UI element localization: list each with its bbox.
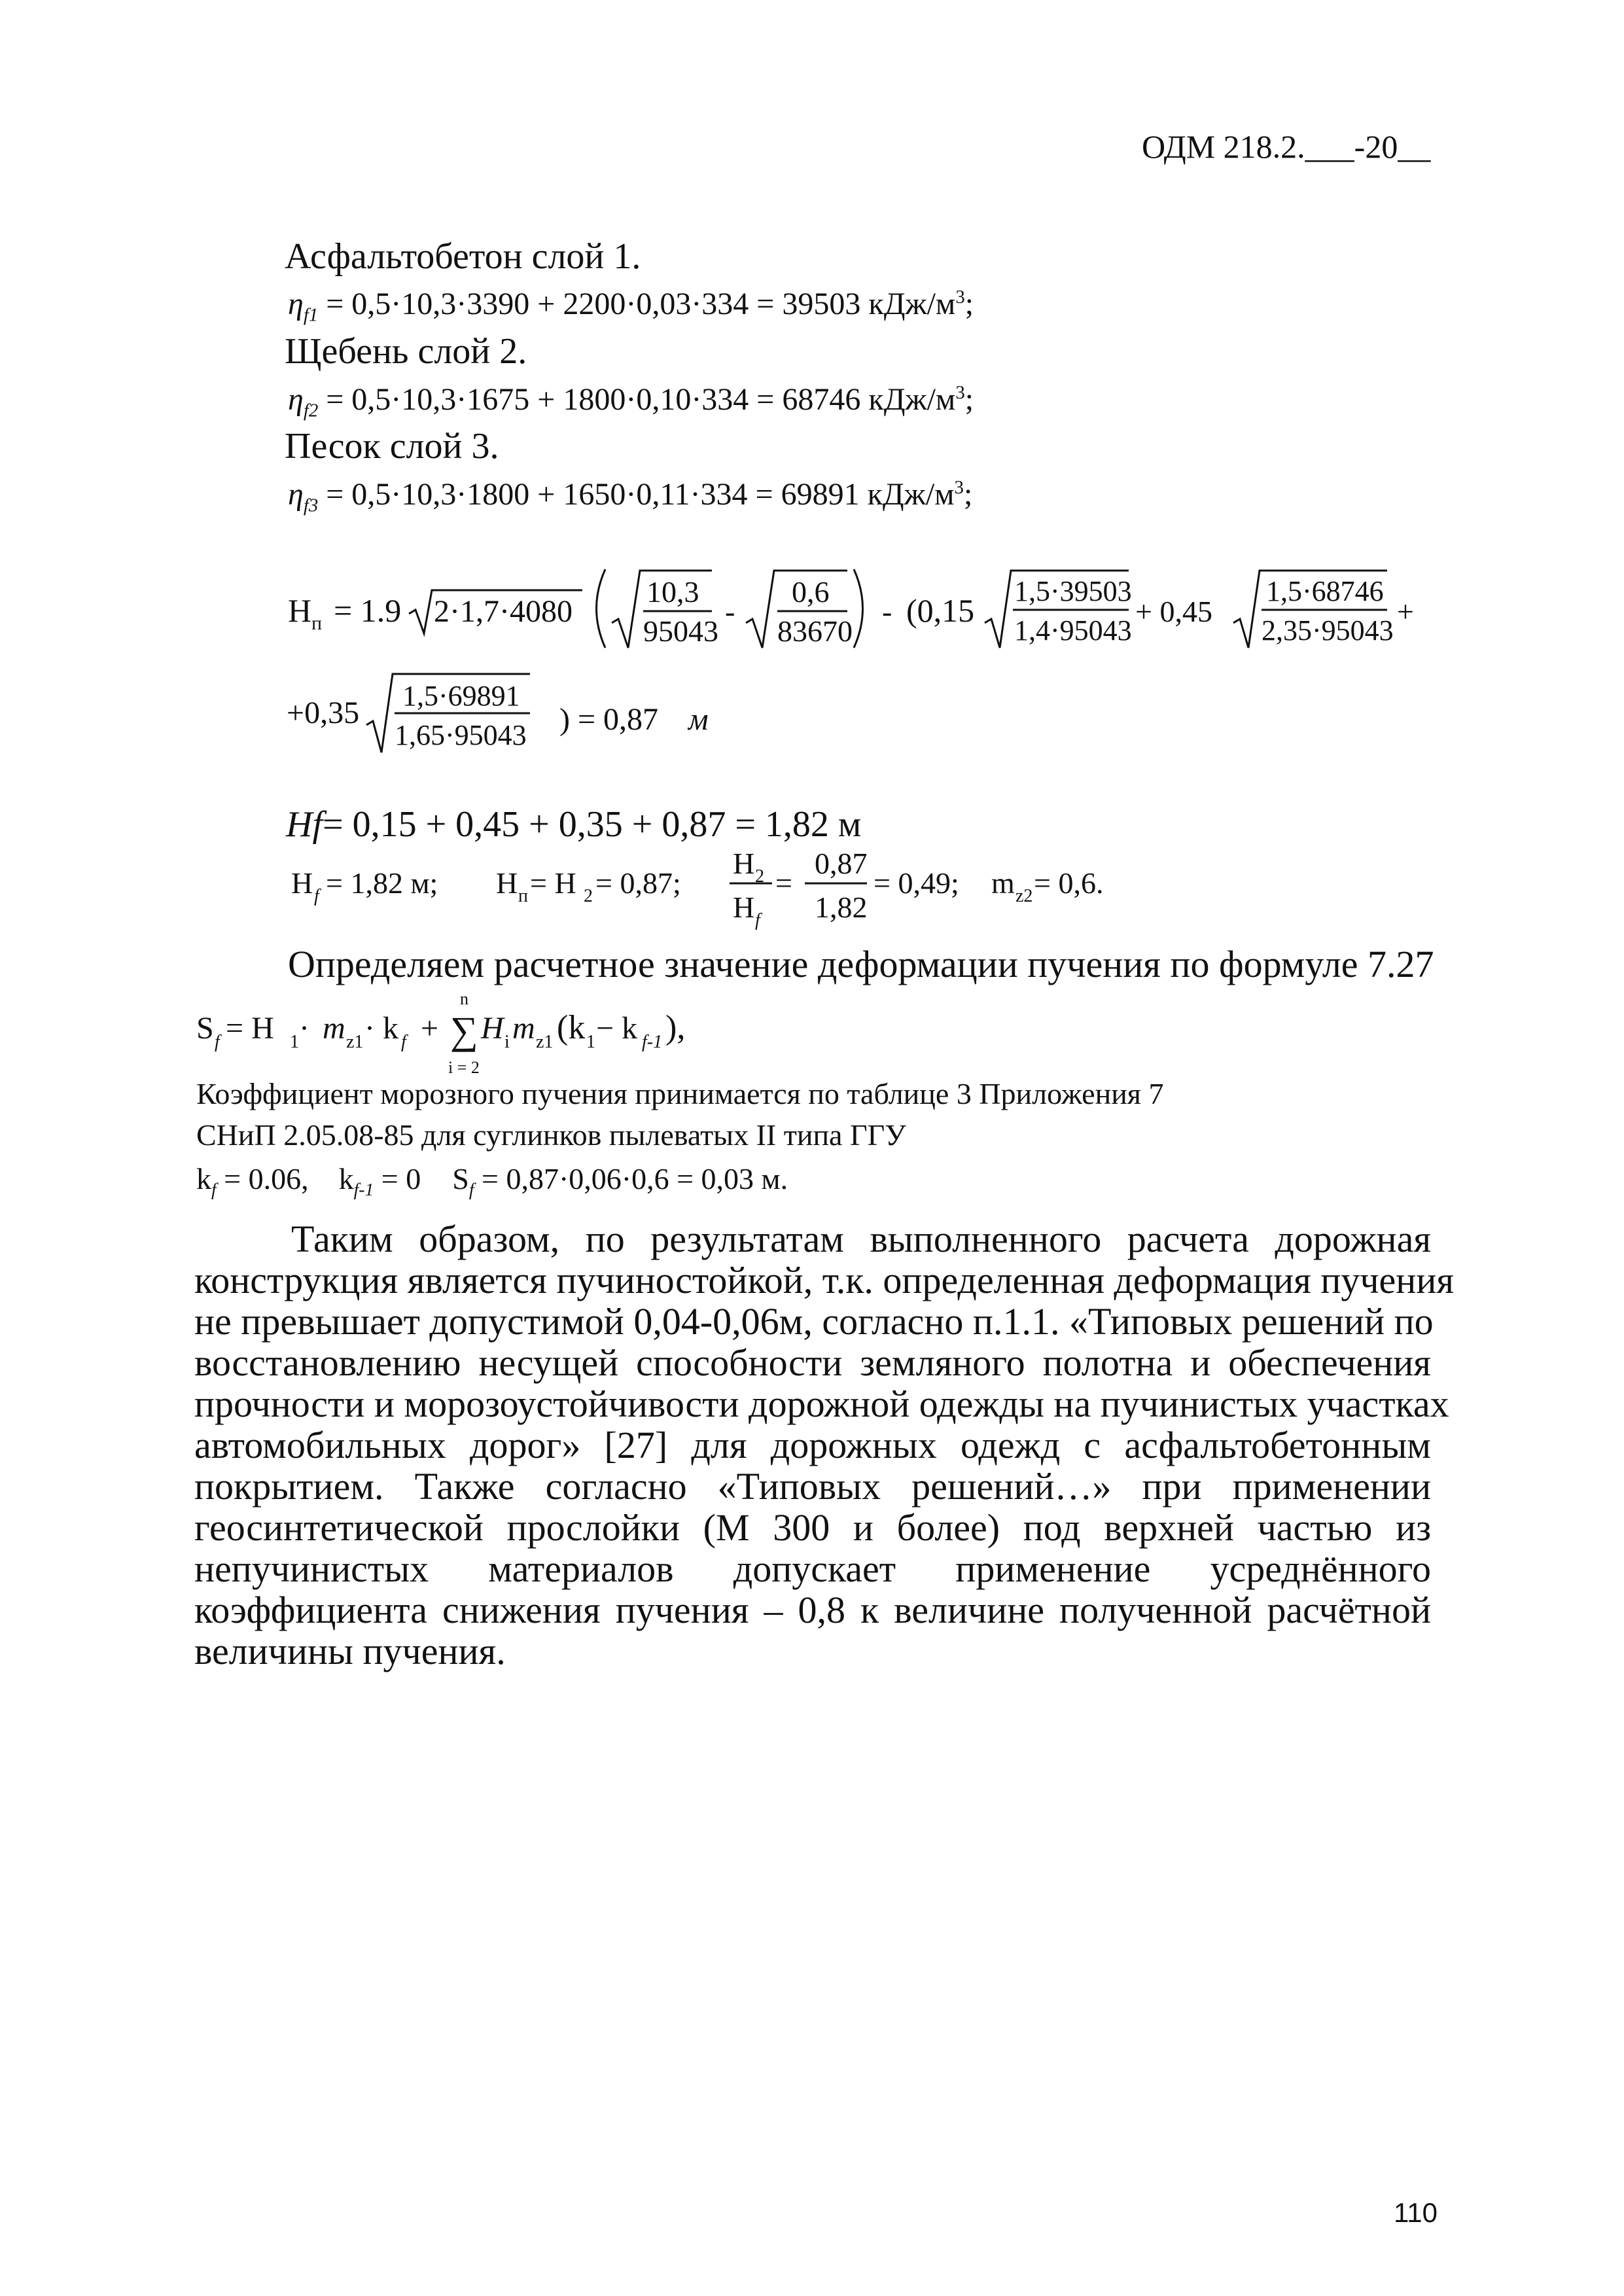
frac5-denominator: 1,65·95043 xyxy=(395,719,527,751)
unit-power: 3 xyxy=(955,382,965,403)
conclusion-line: непучинистых материалов допускает применение усреднённого xyxy=(194,1547,1431,1590)
hf-sum-line xyxy=(286,804,861,845)
conclusion-line: Таким образом, по результатам выполненного расчета дорожная xyxy=(291,1218,1431,1260)
mz1-subscript: z1 xyxy=(346,1032,364,1052)
plus-sign-end: + xyxy=(1397,595,1414,628)
mz2-symbol: m xyxy=(991,866,1015,900)
frac5-numerator: 1,5·69891 xyxy=(402,680,520,712)
eta-symbol: η xyxy=(288,477,304,512)
conclusion-line: покрытием. Также согласно «Типовых решений…» при применении xyxy=(194,1465,1431,1508)
h2-subscript: 2 xyxy=(584,886,593,906)
kf-value: = 0.06, xyxy=(216,1162,309,1195)
frac1-numerator: 10,3 xyxy=(646,575,699,609)
result-value: ) = 0,87 xyxy=(559,702,659,737)
kf1-symbol: k xyxy=(338,1162,354,1195)
frac2-denominator: 83670 xyxy=(777,614,853,648)
ratio-result: = 0,49; xyxy=(874,866,959,900)
ratio-denominator-subscript: f xyxy=(755,910,760,930)
conclusion-line: автомобильных дорог» [27] для дорожных одежд с асфальтобетонным xyxy=(194,1424,1431,1466)
sigma-symbol: ∑ xyxy=(450,1009,478,1052)
hn-coefficient: = 1.9 xyxy=(334,592,402,629)
conclusion-line-last: величины пучения. xyxy=(194,1630,506,1672)
formula-end: ; xyxy=(964,287,974,321)
sqrt1-radicand: 2·1,7·4080 xyxy=(434,594,573,629)
kf-subscript: f xyxy=(211,1179,217,1200)
plus-operator: + xyxy=(421,1011,439,1046)
plus-coefficient: + 0,45 xyxy=(1135,595,1212,628)
ratio-numerator-subscript: 2 xyxy=(755,866,764,887)
frac1-denominator: 95043 xyxy=(643,614,718,648)
ratio-equals: = xyxy=(775,866,792,900)
hn-formula xyxy=(275,556,1439,772)
document-code-header: ОДМ 218.2.___-20__ xyxy=(1142,128,1431,165)
eta-subscript: f2 xyxy=(303,400,319,421)
mz1-symbol: m xyxy=(512,1011,535,1046)
eta-subscript: f1 xyxy=(303,304,319,326)
close-paren: ), xyxy=(665,1009,686,1046)
minus-k: − k xyxy=(596,1011,638,1046)
sf-subscript: f xyxy=(215,1032,220,1052)
conclusion-line: коэффициента снижения пучения – 0,8 к величине полученной расчётной xyxy=(194,1589,1431,1631)
term-mz1-subscript: z1 xyxy=(536,1032,554,1052)
minus-sign: - xyxy=(725,595,735,628)
ratio2-denominator: 1,82 xyxy=(815,891,868,924)
frac4-numerator: 1,5·68746 xyxy=(1266,575,1384,607)
sf-subscript: f xyxy=(468,1179,474,1200)
sf-eq-h: = H xyxy=(226,1011,274,1046)
kf-subscript: f xyxy=(401,1032,406,1052)
coefficient-note-line-2: СНиП 2.05.08-85 для суглинков пылеватых II типа ГГУ xyxy=(196,1118,906,1152)
dot-k: · k xyxy=(364,1011,398,1046)
big-paren-right xyxy=(854,569,863,648)
conclusion-line: не превышает допустимой 0,04-0,06м, согласно п.1.1. «Типовых решений по xyxy=(194,1300,1434,1343)
line2-lead: +0,35 xyxy=(287,696,360,730)
formula-expression: = 0,5·10,3·1675 + 1800·0,10·334 = 68746 кДж/м xyxy=(318,382,956,417)
result-unit: м xyxy=(688,702,709,737)
sum-upper-limit: n xyxy=(460,989,468,1008)
sf-symbol: S xyxy=(196,1011,214,1046)
hn-lhs: H xyxy=(288,592,312,629)
mz2-value: = 0,6. xyxy=(1034,866,1104,900)
eta-symbol: η xyxy=(288,382,304,417)
frac4-denominator: 2,35·95043 xyxy=(1262,614,1394,646)
unit-power: 3 xyxy=(954,477,964,498)
conclusion-line: восстановлению несущей способности земляного полотна и обеспечения xyxy=(194,1341,1431,1384)
sf-result: = 0,87·0,06·0,6 = 0,03 м. xyxy=(474,1162,788,1195)
sf-symbol: S xyxy=(452,1162,469,1195)
frac3-numerator: 1,5·39503 xyxy=(1014,575,1132,607)
kf1-subscript: f-1 xyxy=(353,1179,374,1200)
hf-symbol: H xyxy=(291,866,313,900)
layer-1-title: Асфальтобетон слой 1. xyxy=(285,236,641,277)
hn-symbol: H xyxy=(496,866,518,900)
hi-symbol: H xyxy=(481,1011,504,1046)
hn-subscript: п xyxy=(518,886,528,906)
hf-variable: Hf xyxy=(286,804,323,845)
layer-2-formula xyxy=(288,381,974,422)
h1-subscript: 1 xyxy=(290,1032,299,1052)
layer-1-formula xyxy=(288,286,974,327)
hf-subscript: f xyxy=(314,886,319,906)
m-symbol: m xyxy=(323,1011,345,1046)
layer-3-formula xyxy=(288,476,972,517)
ratio-denominator: H xyxy=(733,891,755,924)
page-number: 110 xyxy=(1394,2197,1438,2228)
h2-equals: = H xyxy=(530,866,576,900)
sum-lower-limit: i = 2 xyxy=(448,1058,480,1077)
hf-value: = 1,82 м; xyxy=(326,866,438,900)
conclusion-line: прочности и морозоустойчивости дорожной одежды на пучинистых участках xyxy=(194,1383,1449,1425)
formula-end: ; xyxy=(963,477,973,512)
minus-sign-2: - xyxy=(882,595,892,628)
layer-2-title: Щебень слой 2. xyxy=(285,331,527,372)
kf-symbol: k xyxy=(196,1162,211,1195)
coefficient-note-line-1: Коэффициент морозного пучения принимается по таблице 3 Приложения 7 xyxy=(196,1077,1164,1110)
hn-lhs-subscript: п xyxy=(311,612,323,634)
conclusion-line: геосинтетической прослойки (М 300 и более) под верхней частью из xyxy=(194,1506,1431,1549)
mz2-subscript: z2 xyxy=(1015,886,1033,906)
hf-sum-expression: = 0,15 + 0,45 + 0,35 + 0,87 = 1,82 м xyxy=(323,804,862,845)
big-paren-left xyxy=(597,569,606,648)
formula-expression: = 0,5·10,3·1800 + 1650·0,11·334 = 69891 кДж/м xyxy=(318,477,955,512)
conclusion-line: конструкция является пучиностойкой, т.к. определенная деформация пучения xyxy=(194,1259,1455,1301)
hn-value: = 0,87; xyxy=(595,866,681,900)
formula-end: ; xyxy=(964,382,974,417)
frac3-denominator: 1,4·95043 xyxy=(1014,614,1132,646)
unit-power: 3 xyxy=(955,287,965,308)
ratio2-numerator: 0,87 xyxy=(815,847,868,880)
define-statement: Определяем расчетное значение деформации пучения по формуле 7.27 xyxy=(288,943,1434,985)
open-coefficient: (0,15 xyxy=(906,592,975,629)
ratio-numerator: H xyxy=(733,847,755,880)
k-values-line xyxy=(196,1161,788,1200)
kf1-value: = 0 xyxy=(374,1162,421,1195)
formula-expression: = 0,5·10,3·3390 + 2200·0,03·334 = 39503 кДж/м xyxy=(318,287,956,321)
k1-subscript: 1 xyxy=(586,1032,595,1052)
open-paren-k: (k xyxy=(557,1009,586,1046)
hf-ratio-line xyxy=(281,844,1197,936)
hi-subscript: i xyxy=(504,1032,510,1052)
layer-3-title: Песок слой 3. xyxy=(285,426,499,467)
dot-operator: · xyxy=(299,1011,309,1046)
sf-formula xyxy=(193,985,782,1089)
eta-symbol: η xyxy=(288,287,304,321)
kf1-subscript: f-1 xyxy=(642,1032,663,1052)
frac2-numerator: 0,6 xyxy=(792,575,830,609)
eta-subscript: f3 xyxy=(303,495,319,516)
